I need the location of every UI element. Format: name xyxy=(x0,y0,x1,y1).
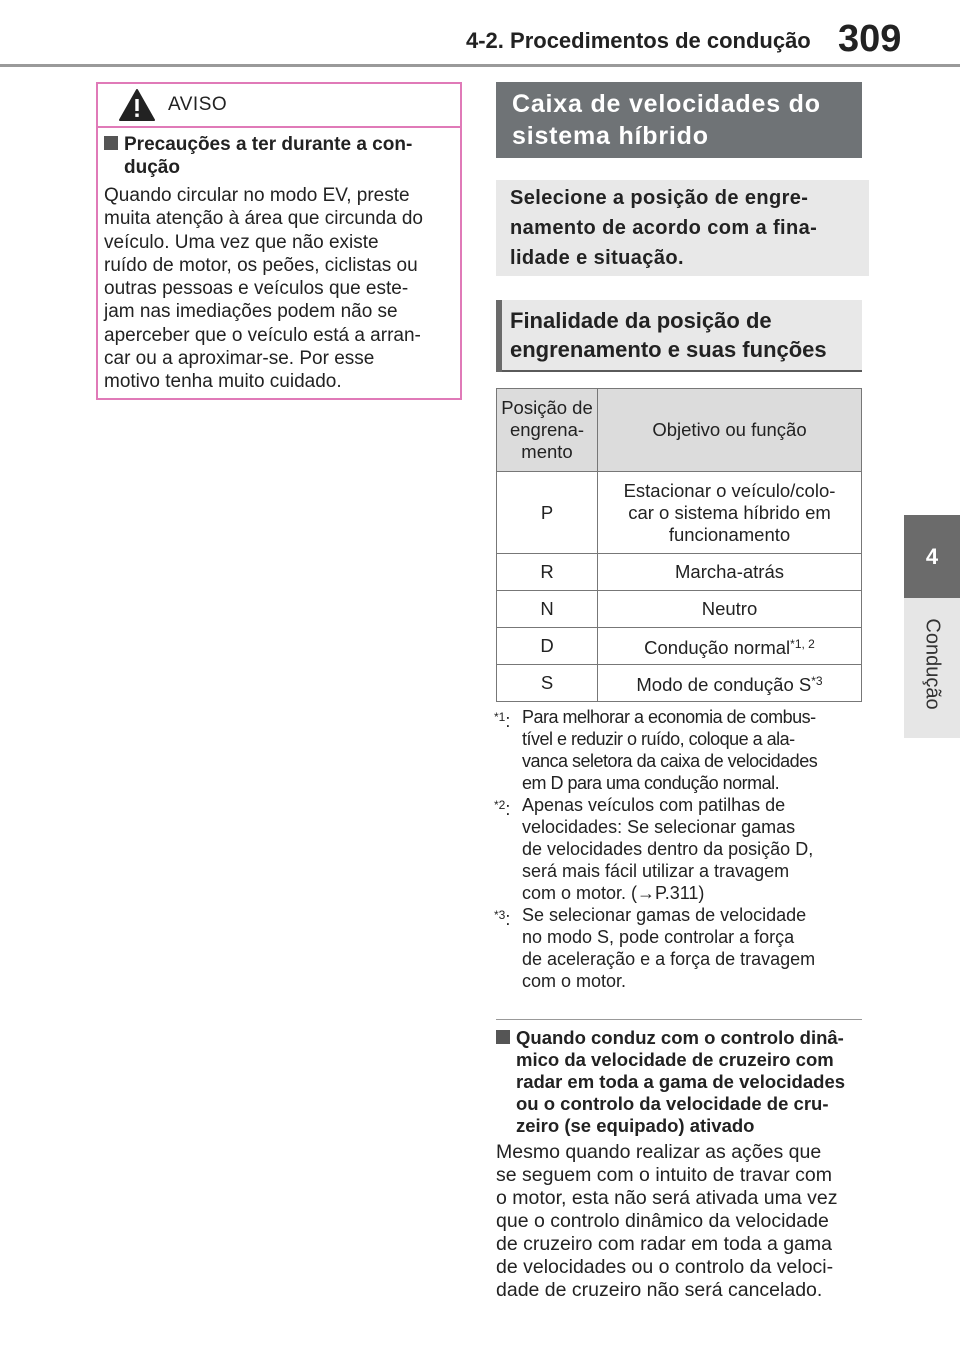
section-header: 4-2. Procedimentos de condução xyxy=(466,28,811,53)
table-row xyxy=(497,472,862,554)
header-divider xyxy=(0,64,960,67)
footnote: $^{*3}$: Se selecionar gamas de velocidade no modo S, pode controlar a força de aceleração e a força de travagem com o motor. xyxy=(494,905,816,991)
bullet-square-icon xyxy=(104,136,118,150)
warning-subtitle: Precauções a ter durante a con- dução xyxy=(104,133,454,179)
footnotes xyxy=(494,706,864,992)
gear-function-cell: Estacionar o veículo/colo- car o sistema híbrido em funcionamento xyxy=(598,472,862,554)
table-row xyxy=(497,628,862,665)
gear-position-table xyxy=(496,388,862,702)
table-row xyxy=(497,591,862,628)
subsection-accent-bar xyxy=(496,300,502,372)
table-header-row xyxy=(497,389,862,472)
gear-function-cell: Neutro xyxy=(598,591,862,628)
warning-body: Quando circular no modo EV, preste muita atenção à área que circunda do veículo. Uma vez que não existe ruído de motor, os peões, ciclistas ou outras pessoas e veículos que este- jam nas imediações podem não se aperceber que o veículo está a arran- car ou a aproximar-se. Por esse motivo tenha muito cuidado. xyxy=(104,185,423,393)
section-divider xyxy=(496,1019,862,1020)
subsection-title: Finalidade da posição de engrenamento e suas funções xyxy=(510,308,827,362)
gear-position-cell: S xyxy=(497,665,598,702)
intro-text: Selecione a posição de engre- namento de acordo com a fina- lidade e situação. xyxy=(510,187,818,269)
chapter-number: 4 xyxy=(925,544,939,569)
footnote: $^{*2}$: Apenas veículos com patilhas de velocidades: Se selecionar gamas de velocidades dentro da posição D, será mais fácil utilizar a travagem com o motor. (→P.311) xyxy=(494,795,814,903)
warning-title: AVISO xyxy=(168,94,228,115)
gear-function-cell: Marcha-atrás xyxy=(598,554,862,591)
bullet-square-icon xyxy=(496,1030,510,1044)
footnote-ref: *1, 2 xyxy=(790,637,815,651)
gear-function-cell: Modo de condução $S^{*3}$ xyxy=(598,665,862,702)
section-title: Caixa de velocidades do sistema híbrido xyxy=(512,90,821,150)
gear-position-cell: N xyxy=(497,591,598,628)
footnote: $^{*1}$: Para melhorar a economia de combus- tível e reduzir o ruído, coloque a ala- vanca seletora da caixa de velocidades em D para uma condução normal. xyxy=(494,707,818,793)
table-row xyxy=(497,665,862,702)
table-row xyxy=(497,554,862,591)
page-number: 309 xyxy=(838,18,902,60)
gear-position-cell: R xyxy=(497,554,598,591)
condition-title: Quando conduz com o controlo dinâ- mico da velocidade de cruzeiro com radar em toda a gama de velocidades ou o controlo da velocidade de cru- zeiro (se equipado) ativado xyxy=(496,1027,864,1137)
gear-position-cell: P xyxy=(497,472,598,554)
column-header-position: Posição de engrena- mento xyxy=(497,389,598,472)
gear-function-cell: Condução normal$^{*1, 2}$ xyxy=(598,628,862,665)
chapter-label: Condução xyxy=(921,618,944,710)
gear-position-cell: D xyxy=(497,628,598,665)
condition-body: Mesmo quando realizar as ações que se seguem com o intuito de travar com o motor, esta não será ativada uma vez que o controlo dinâmico da velocidade de cruzeiro com radar em toda a gama de velocidades ou o controlo da veloci- dade de cruzeiro não será cancelado. xyxy=(496,1141,838,1301)
warning-triangle-icon xyxy=(118,88,156,122)
footnote-ref: *3 xyxy=(811,674,823,688)
column-header-function: Objetivo ou função xyxy=(598,389,862,472)
